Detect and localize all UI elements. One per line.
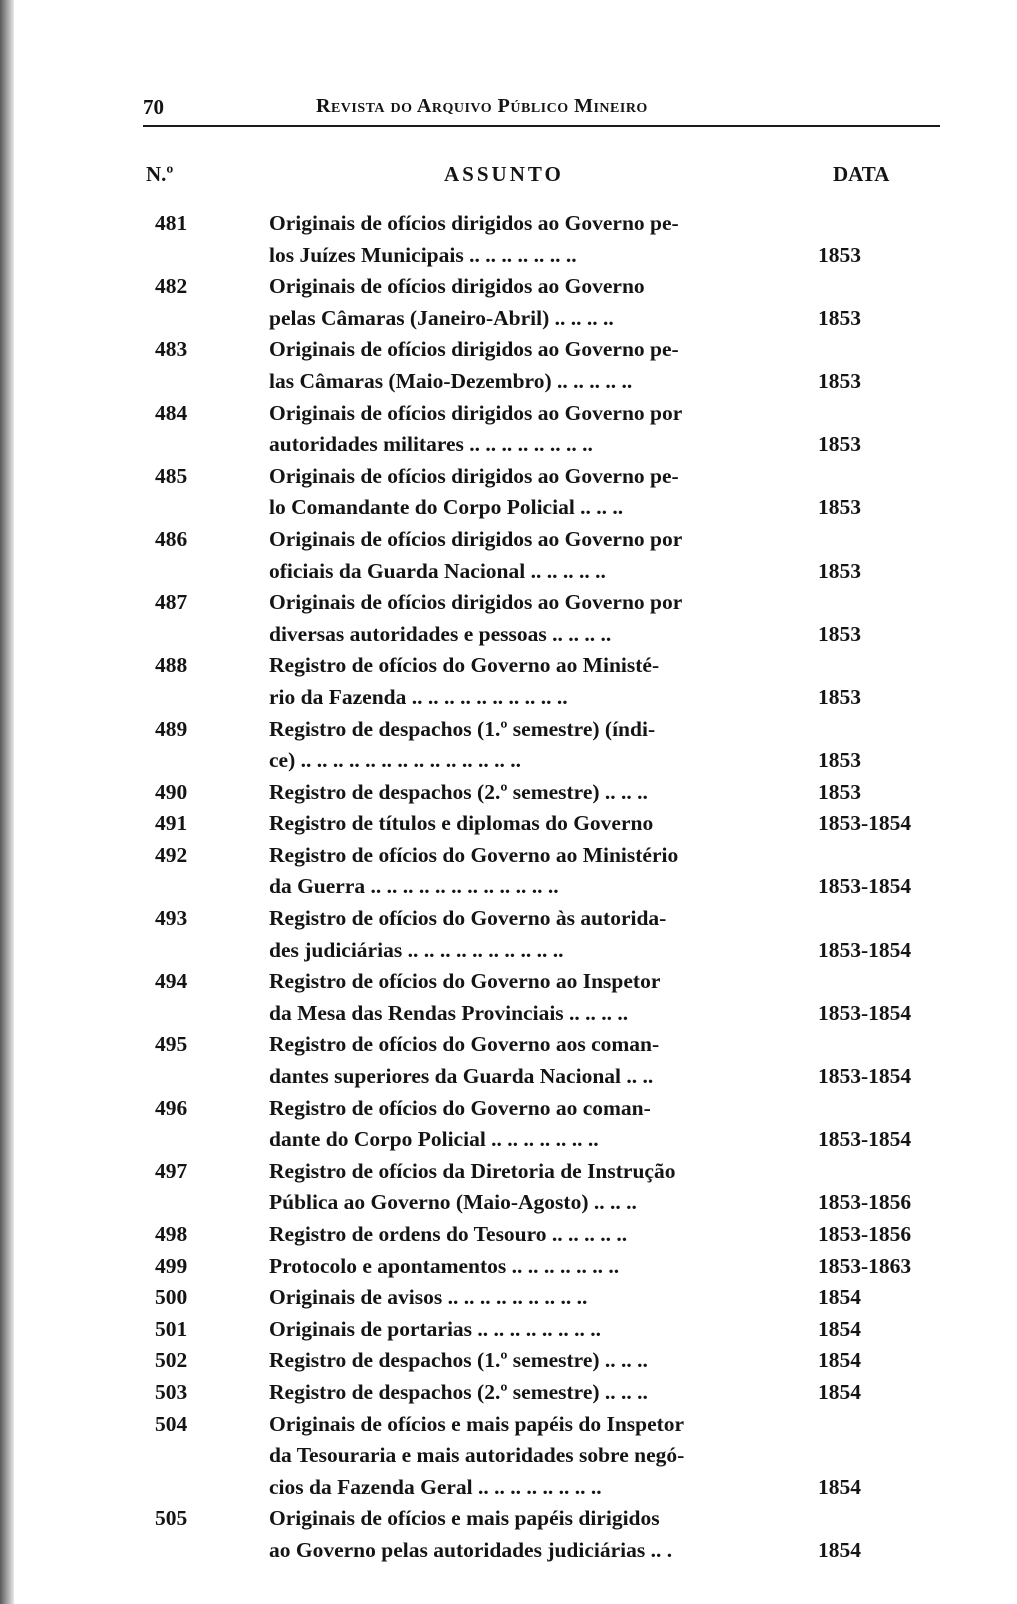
journal-title: Revista do Arquivo Público Mineiro bbox=[316, 95, 648, 117]
entry-subject: Originais de portarias .. .. .. .. .. .. .. .. bbox=[269, 1316, 602, 1341]
entry-date: 1854 bbox=[818, 1316, 861, 1341]
catalog-entries bbox=[0, 208, 1017, 1567]
entry-subject: Originais de ofícios dirigidos ao Governo por oficiais da Guarda Nacional .. .. .. .. .. bbox=[269, 526, 683, 583]
catalog-entry bbox=[0, 208, 1017, 271]
entry-date: 1854 bbox=[818, 1474, 861, 1499]
column-header-number: N.º bbox=[146, 162, 174, 186]
entry-subject: Originais de ofícios e mais papéis do Inspetor da Tesouraria e mais autoridades sobre negó- cios da Fazenda Geral .. .. .. .. .. .. .. .. bbox=[269, 1411, 685, 1499]
catalog-entry bbox=[0, 398, 1017, 461]
column-header-date: DATA bbox=[833, 162, 890, 186]
entry-number: 491 bbox=[155, 811, 188, 836]
catalog-entry bbox=[0, 1219, 1017, 1251]
entry-number: 488 bbox=[155, 653, 188, 678]
entry-date: 1853-1854 bbox=[818, 874, 912, 899]
entry-number: 504 bbox=[155, 1411, 188, 1436]
entry-number: 481 bbox=[155, 211, 188, 235]
entry-subject: Originais de ofícios dirigidos ao Governo pe- los Juízes Municipais .. .. .. .. .. .. .. bbox=[269, 211, 679, 267]
catalog-entry bbox=[0, 1093, 1017, 1156]
entry-date: 1853-1856 bbox=[818, 1190, 912, 1215]
entry-subject: Originais de ofícios dirigidos ao Governo pelas Câmaras (Janeiro-Abril) .. .. .. .. bbox=[269, 274, 645, 330]
entry-number: 496 bbox=[155, 1095, 188, 1120]
entry-date: 1853-1863 bbox=[818, 1253, 912, 1278]
entry-number: 482 bbox=[155, 274, 188, 299]
catalog-entry bbox=[0, 334, 1017, 397]
entry-date: 1853 bbox=[818, 558, 861, 583]
column-header-subject: ASSUNTO bbox=[444, 162, 564, 186]
entry-subject: Registro de despachos (1.º semestre) .. .. .. bbox=[269, 1348, 648, 1373]
entry-subject: Originais de avisos .. .. .. .. .. .. .. .. .. bbox=[269, 1285, 588, 1310]
catalog-entry bbox=[0, 777, 1017, 809]
entry-date: 1854 bbox=[818, 1379, 861, 1404]
entry-number: 494 bbox=[155, 969, 188, 994]
entry-number: 484 bbox=[155, 400, 188, 425]
entry-number: 500 bbox=[155, 1285, 188, 1310]
entry-date: 1853 bbox=[818, 242, 861, 267]
catalog-entry bbox=[0, 524, 1017, 587]
entry-date: 1853 bbox=[818, 621, 861, 646]
entry-subject: Registro de títulos e diplomas do Governo bbox=[269, 811, 654, 836]
catalog-entry bbox=[0, 966, 1017, 1029]
catalog-entry bbox=[0, 587, 1017, 650]
entry-subject: Registro de ofícios do Governo ao Ministério da Guerra .. .. .. .. .. .. .. .. .. .. .. .. bbox=[269, 842, 679, 899]
catalog-entry bbox=[0, 1503, 1017, 1566]
catalog-entry bbox=[0, 840, 1017, 903]
entry-subject: Originais de ofícios dirigidos ao Governo pe- lo Comandante do Corpo Policial .. .. .. bbox=[269, 463, 679, 520]
entry-date: 1854 bbox=[818, 1285, 861, 1310]
catalog-entry bbox=[0, 461, 1017, 524]
entry-subject: Originais de ofícios e mais papéis dirigidos ao Governo pelas autoridades judiciárias .. . bbox=[269, 1506, 673, 1562]
catalog-entry bbox=[0, 1156, 1017, 1219]
entry-subject: Protocolo e apontamentos .. .. .. .. .. .. .. bbox=[269, 1253, 620, 1278]
catalog-entry bbox=[0, 1377, 1017, 1409]
entry-number: 498 bbox=[155, 1222, 188, 1246]
entry-number: 486 bbox=[155, 526, 188, 551]
entry-subject: Registro de despachos (1.º semestre) (índi- ce) .. .. .. .. .. .. .. .. .. .. .. .. .. .. bbox=[269, 716, 656, 773]
running-header bbox=[143, 95, 940, 127]
entry-number: 489 bbox=[155, 716, 188, 741]
entry-subject: Registro de ofícios do Governo aos coman- dantes superiores da Guarda Nacional .. .. bbox=[269, 1032, 660, 1089]
entry-number: 501 bbox=[155, 1316, 188, 1341]
entry-number: 485 bbox=[155, 463, 188, 488]
entry-subject: Registro de ofícios do Governo às autorida- des judiciárias .. .. .. .. .. .. .. .. .. .. bbox=[269, 906, 667, 962]
page-number: 70 bbox=[143, 95, 164, 119]
entry-date: 1853 bbox=[818, 779, 861, 804]
catalog-entry bbox=[0, 1345, 1017, 1377]
entry-date: 1854 bbox=[818, 1348, 861, 1373]
entry-subject: Originais de ofícios dirigidos ao Governo por diversas autoridades e pessoas .. .. .. .. bbox=[269, 590, 683, 646]
entry-subject: Registro de ofícios do Governo ao Inspetor da Mesa das Rendas Provinciais .. .. .. .. bbox=[269, 969, 661, 1025]
entry-date: 1853-1854 bbox=[818, 1064, 912, 1089]
entry-number: 490 bbox=[155, 779, 188, 804]
entry-subject: Originais de ofícios dirigidos ao Governo por autoridades militares .. .. .. .. .. .. .. .. bbox=[269, 400, 683, 457]
entry-date: 1853 bbox=[818, 684, 861, 709]
catalog-entry bbox=[0, 1282, 1017, 1314]
entry-number: 502 bbox=[155, 1348, 188, 1373]
catalog-entry bbox=[0, 271, 1017, 334]
entry-date: 1853-1854 bbox=[818, 937, 912, 962]
entry-date: 1853 bbox=[818, 368, 861, 393]
entry-date: 1853-1854 bbox=[818, 1000, 912, 1025]
entry-number: 499 bbox=[155, 1253, 188, 1278]
catalog-entry bbox=[0, 1409, 1017, 1504]
entry-subject: Registro de despachos (2.º semestre) .. .. .. bbox=[269, 1379, 648, 1404]
entry-number: 503 bbox=[155, 1379, 188, 1404]
entry-subject: Registro de ofícios do Governo ao coman- dante do Corpo Policial .. .. .. .. .. .. .. bbox=[269, 1095, 651, 1152]
entry-number: 497 bbox=[155, 1158, 188, 1183]
entry-number: 495 bbox=[155, 1032, 188, 1057]
entry-date: 1853 bbox=[818, 305, 861, 330]
entry-date: 1853 bbox=[818, 748, 861, 773]
catalog-entry bbox=[0, 1029, 1017, 1092]
entry-date: 1853-1854 bbox=[818, 1127, 912, 1152]
entry-number: 493 bbox=[155, 906, 188, 931]
entry-number: 505 bbox=[155, 1506, 188, 1531]
catalog-entry bbox=[0, 1251, 1017, 1283]
entry-subject: Registro de ofícios do Governo ao Ministé- rio da Fazenda .. .. .. .. .. .. .. .. .. .. bbox=[269, 653, 660, 709]
catalog-entry bbox=[0, 903, 1017, 966]
entry-date: 1853 bbox=[818, 495, 861, 520]
entry-number: 483 bbox=[155, 337, 188, 362]
entry-subject: Registro de ordens do Tesouro .. .. .. .. .. bbox=[269, 1222, 628, 1246]
entry-subject: Registro de despachos (2.º semestre) .. .. .. bbox=[269, 779, 648, 804]
entry-date: 1853 bbox=[818, 432, 861, 457]
entry-subject: Originais de ofícios dirigidos ao Governo pe- las Câmaras (Maio-Dezembro) .. .. .. .. .. bbox=[269, 337, 679, 393]
entry-subject: Registro de ofícios da Diretoria de Instrução Pública ao Governo (Maio-Agosto) .. .. .. bbox=[269, 1158, 676, 1215]
catalog-entry bbox=[0, 1314, 1017, 1346]
entry-date: 1853-1856 bbox=[818, 1222, 912, 1246]
entry-number: 492 bbox=[155, 842, 188, 867]
catalog-entry bbox=[0, 650, 1017, 713]
catalog-entry bbox=[0, 714, 1017, 777]
entry-number: 487 bbox=[155, 590, 188, 615]
entry-date: 1854 bbox=[818, 1537, 861, 1562]
entry-date: 1853-1854 bbox=[818, 811, 912, 836]
catalog-entry bbox=[0, 808, 1017, 840]
